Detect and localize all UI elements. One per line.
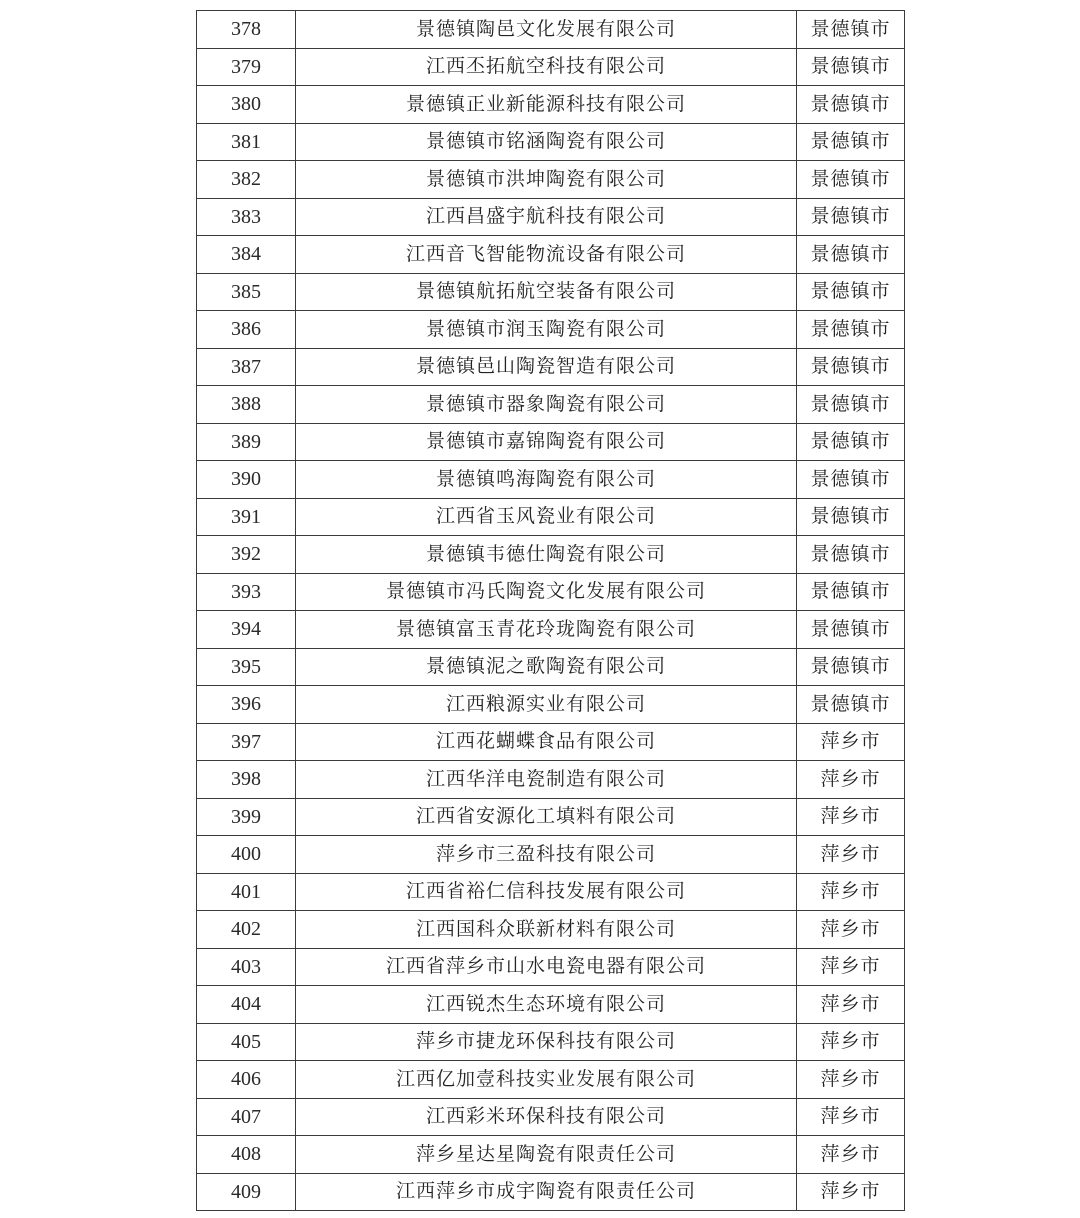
table-row: [197, 273, 905, 311]
company-name: 景德镇市铭涵陶瓷有限公司: [296, 123, 797, 161]
company-name: 景德镇市嘉锦陶瓷有限公司: [296, 423, 797, 461]
company-table-body: [197, 11, 905, 1211]
table-row: [197, 236, 905, 274]
row-number: 388: [197, 386, 296, 424]
company-name: 景德镇市润玉陶瓷有限公司: [296, 311, 797, 349]
table-row: [197, 911, 905, 949]
company-name: 景德镇富玉青花玲珑陶瓷有限公司: [296, 611, 797, 649]
company-name: 景德镇邑山陶瓷智造有限公司: [296, 348, 797, 386]
table-row: [197, 873, 905, 911]
table-row: [197, 123, 905, 161]
city: 萍乡市: [797, 1173, 905, 1211]
city: 景德镇市: [797, 536, 905, 574]
company-name: 江西音飞智能物流设备有限公司: [296, 236, 797, 274]
table-row: [197, 686, 905, 724]
row-number: 400: [197, 836, 296, 874]
company-name: 江西省安源化工填料有限公司: [296, 798, 797, 836]
city: 萍乡市: [797, 1061, 905, 1099]
company-name: 江西丕拓航空科技有限公司: [296, 48, 797, 86]
company-name: 江西萍乡市成宇陶瓷有限责任公司: [296, 1173, 797, 1211]
table-row: [197, 723, 905, 761]
company-name: 景德镇韦德仕陶瓷有限公司: [296, 536, 797, 574]
city: 景德镇市: [797, 198, 905, 236]
company-name: 江西省萍乡市山水电瓷电器有限公司: [296, 948, 797, 986]
company-name: 江西亿加壹科技实业发展有限公司: [296, 1061, 797, 1099]
company-name: 江西省玉风瓷业有限公司: [296, 498, 797, 536]
company-name: 江西省裕仁信科技发展有限公司: [296, 873, 797, 911]
company-list-sheet: [196, 10, 903, 1211]
row-number: 407: [197, 1098, 296, 1136]
city: 景德镇市: [797, 236, 905, 274]
company-name: 萍乡市三盈科技有限公司: [296, 836, 797, 874]
table-row: [197, 836, 905, 874]
city: 景德镇市: [797, 86, 905, 124]
row-number: 401: [197, 873, 296, 911]
table-row: [197, 1173, 905, 1211]
company-name: 江西国科众联新材料有限公司: [296, 911, 797, 949]
table-row: [197, 536, 905, 574]
table-row: [197, 1061, 905, 1099]
row-number: 403: [197, 948, 296, 986]
table-row: [197, 461, 905, 499]
company-name: 景德镇鸣海陶瓷有限公司: [296, 461, 797, 499]
row-number: 399: [197, 798, 296, 836]
city: 景德镇市: [797, 123, 905, 161]
table-row: [197, 986, 905, 1024]
table-row: [197, 1136, 905, 1174]
row-number: 378: [197, 11, 296, 49]
city: 景德镇市: [797, 461, 905, 499]
city: 景德镇市: [797, 161, 905, 199]
city: 萍乡市: [797, 798, 905, 836]
table-row: [197, 498, 905, 536]
row-number: 397: [197, 723, 296, 761]
row-number: 393: [197, 573, 296, 611]
table-row: [197, 948, 905, 986]
row-number: 392: [197, 536, 296, 574]
row-number: 389: [197, 423, 296, 461]
row-number: 382: [197, 161, 296, 199]
city: 景德镇市: [797, 423, 905, 461]
company-name: 景德镇航拓航空装备有限公司: [296, 273, 797, 311]
city: 萍乡市: [797, 986, 905, 1024]
company-name: 江西锐杰生态环境有限公司: [296, 986, 797, 1024]
company-name: 景德镇市器象陶瓷有限公司: [296, 386, 797, 424]
table-row: [197, 423, 905, 461]
row-number: 396: [197, 686, 296, 724]
company-name: 景德镇泥之歌陶瓷有限公司: [296, 648, 797, 686]
company-name: 江西花蝴蝶食品有限公司: [296, 723, 797, 761]
company-name: 江西粮源实业有限公司: [296, 686, 797, 724]
table-row: [197, 1023, 905, 1061]
row-number: 406: [197, 1061, 296, 1099]
company-name: 江西华洋电瓷制造有限公司: [296, 761, 797, 799]
row-number: 384: [197, 236, 296, 274]
city: 景德镇市: [797, 686, 905, 724]
row-number: 404: [197, 986, 296, 1024]
row-number: 391: [197, 498, 296, 536]
city: 萍乡市: [797, 911, 905, 949]
table-row: [197, 11, 905, 49]
row-number: 386: [197, 311, 296, 349]
table-row: [197, 311, 905, 349]
row-number: 409: [197, 1173, 296, 1211]
city: 萍乡市: [797, 836, 905, 874]
row-number: 379: [197, 48, 296, 86]
city: 景德镇市: [797, 611, 905, 649]
city: 景德镇市: [797, 11, 905, 49]
company-name: 萍乡星达星陶瓷有限责任公司: [296, 1136, 797, 1174]
city: 萍乡市: [797, 1098, 905, 1136]
company-name: 景德镇市洪坤陶瓷有限公司: [296, 161, 797, 199]
row-number: 398: [197, 761, 296, 799]
city: 景德镇市: [797, 48, 905, 86]
company-name: 萍乡市捷龙环保科技有限公司: [296, 1023, 797, 1061]
company-name: 江西彩米环保科技有限公司: [296, 1098, 797, 1136]
row-number: 387: [197, 348, 296, 386]
row-number: 380: [197, 86, 296, 124]
table-row: [197, 48, 905, 86]
table-row: [197, 198, 905, 236]
city: 萍乡市: [797, 723, 905, 761]
table-row: [197, 611, 905, 649]
row-number: 402: [197, 911, 296, 949]
city: 萍乡市: [797, 1023, 905, 1061]
city: 景德镇市: [797, 311, 905, 349]
table-row: [197, 648, 905, 686]
city: 景德镇市: [797, 273, 905, 311]
table-row: [197, 161, 905, 199]
city: 景德镇市: [797, 573, 905, 611]
table-row: [197, 86, 905, 124]
table-row: [197, 1098, 905, 1136]
city: 景德镇市: [797, 348, 905, 386]
city: 萍乡市: [797, 1136, 905, 1174]
row-number: 394: [197, 611, 296, 649]
company-name: 景德镇陶邑文化发展有限公司: [296, 11, 797, 49]
company-name: 江西昌盛宇航科技有限公司: [296, 198, 797, 236]
row-number: 405: [197, 1023, 296, 1061]
company-name: 景德镇正业新能源科技有限公司: [296, 86, 797, 124]
row-number: 395: [197, 648, 296, 686]
row-number: 383: [197, 198, 296, 236]
city: 萍乡市: [797, 761, 905, 799]
company-table: [196, 10, 905, 1211]
city: 萍乡市: [797, 873, 905, 911]
city: 景德镇市: [797, 498, 905, 536]
row-number: 381: [197, 123, 296, 161]
table-row: [197, 798, 905, 836]
row-number: 385: [197, 273, 296, 311]
table-row: [197, 573, 905, 611]
row-number: 390: [197, 461, 296, 499]
table-row: [197, 761, 905, 799]
city: 景德镇市: [797, 386, 905, 424]
city: 景德镇市: [797, 648, 905, 686]
company-name: 景德镇市冯氏陶瓷文化发展有限公司: [296, 573, 797, 611]
table-row: [197, 386, 905, 424]
table-row: [197, 348, 905, 386]
city: 萍乡市: [797, 948, 905, 986]
row-number: 408: [197, 1136, 296, 1174]
